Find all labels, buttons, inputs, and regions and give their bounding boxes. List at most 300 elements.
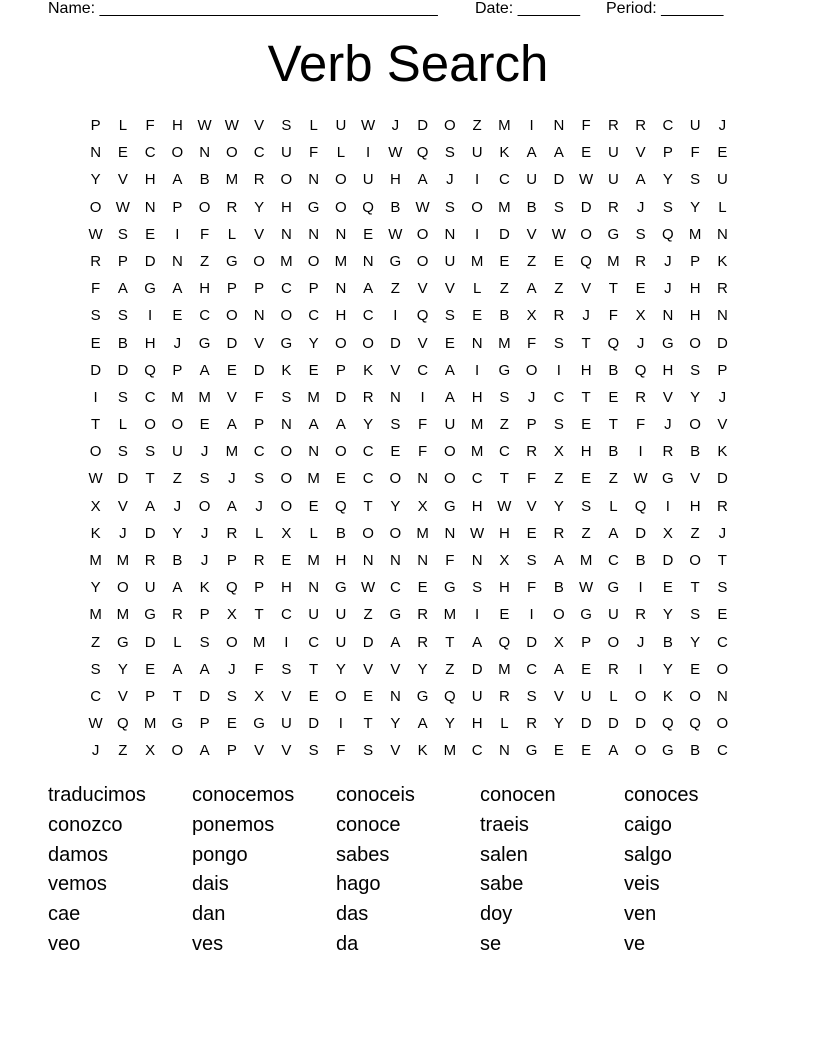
grid-letter[interactable]: V — [254, 742, 265, 760]
grid-letter[interactable]: Y — [662, 171, 673, 189]
grid-letter[interactable]: O — [416, 225, 429, 243]
grid-letter[interactable]: V — [254, 225, 265, 243]
grid-letter[interactable]: J — [636, 198, 645, 216]
grid-letter[interactable]: R — [635, 606, 647, 624]
grid-letter[interactable]: R — [253, 171, 265, 189]
grid-letter[interactable]: F — [636, 416, 646, 434]
grid-letter[interactable]: J — [636, 633, 645, 651]
grid-letter[interactable]: C — [498, 171, 510, 189]
grid-letter[interactable]: Y — [363, 416, 374, 434]
grid-letter[interactable]: W — [197, 117, 212, 134]
grid-letter[interactable]: M — [607, 252, 620, 270]
grid-letter[interactable]: O — [580, 225, 592, 243]
grid-letter[interactable]: O — [716, 715, 729, 733]
grid-letter[interactable]: U — [335, 633, 347, 651]
grid-letter[interactable]: E — [90, 334, 101, 352]
grid-letter[interactable]: L — [718, 198, 727, 216]
grid-letter[interactable]: S — [472, 579, 483, 597]
grid-letter[interactable]: O — [362, 524, 374, 542]
grid-letter[interactable]: V — [444, 280, 455, 298]
grid-letter[interactable]: P — [226, 742, 237, 760]
grid-letter[interactable]: S — [117, 388, 128, 406]
grid-letter[interactable]: C — [144, 144, 156, 162]
grid-letter[interactable]: P — [662, 144, 673, 162]
grid-letter[interactable]: O — [389, 470, 402, 488]
grid-letter[interactable]: X — [553, 443, 564, 461]
grid-letter[interactable]: X — [254, 687, 265, 705]
grid-letter[interactable]: H — [689, 307, 701, 325]
grid-letter[interactable]: J — [718, 117, 727, 134]
grid-letter[interactable]: Q — [634, 361, 647, 379]
grid-letter[interactable]: D — [117, 470, 129, 488]
grid-letter[interactable]: L — [336, 144, 346, 162]
grid-letter[interactable]: B — [199, 171, 210, 189]
grid-letter[interactable]: O — [444, 470, 456, 488]
grid-letter[interactable]: W — [497, 497, 512, 515]
grid-letter[interactable]: C — [716, 742, 728, 760]
grid-letter[interactable]: V — [254, 117, 265, 134]
grid-letter[interactable]: F — [527, 470, 537, 488]
grid-letter[interactable]: F — [145, 117, 155, 134]
grid-letter[interactable]: S — [226, 687, 237, 705]
grid-letter[interactable]: K — [281, 361, 292, 379]
grid-letter[interactable]: O — [416, 252, 429, 270]
grid-letter[interactable]: E — [717, 606, 728, 624]
grid-letter[interactable]: E — [172, 307, 183, 325]
grid-letter[interactable]: R — [526, 715, 538, 733]
grid-letter[interactable]: R — [607, 198, 619, 216]
grid-letter[interactable]: V — [662, 388, 673, 406]
grid-letter[interactable]: Z — [91, 633, 101, 651]
grid-letter[interactable]: J — [664, 416, 672, 434]
grid-letter[interactable]: C — [471, 742, 483, 760]
grid-letter[interactable]: N — [280, 225, 292, 243]
grid-letter[interactable]: L — [472, 280, 482, 298]
grid-letter[interactable]: A — [390, 633, 401, 651]
grid-letter[interactable]: O — [335, 198, 347, 216]
grid-letter[interactable]: L — [609, 687, 618, 705]
grid-letter[interactable]: W — [388, 144, 403, 162]
grid-letter[interactable]: R — [716, 280, 728, 298]
grid-letter[interactable]: A — [444, 361, 455, 379]
grid-letter[interactable]: C — [280, 606, 292, 624]
grid-letter[interactable]: U — [689, 117, 701, 134]
grid-letter[interactable]: B — [390, 198, 401, 216]
grid-letter[interactable]: G — [117, 633, 129, 651]
grid-letter[interactable]: D — [90, 361, 102, 379]
grid-letter[interactable]: M — [416, 524, 429, 542]
grid-letter[interactable]: S — [690, 361, 701, 379]
grid-letter[interactable]: O — [226, 307, 238, 325]
grid-letter[interactable]: C — [553, 388, 565, 406]
grid-letter[interactable]: J — [391, 117, 400, 134]
grid-letter[interactable]: N — [90, 144, 102, 162]
grid-letter[interactable]: Y — [390, 497, 401, 515]
grid-letter[interactable]: P — [172, 361, 183, 379]
grid-letter[interactable]: O — [144, 416, 156, 434]
grid-letter[interactable]: O — [280, 497, 293, 515]
grid-letter[interactable]: Q — [662, 225, 674, 243]
grid-letter[interactable]: J — [718, 388, 727, 406]
grid-letter[interactable]: P — [254, 280, 265, 298]
grid-letter[interactable]: F — [690, 144, 700, 162]
grid-letter[interactable]: I — [529, 606, 534, 624]
grid-letter[interactable]: O — [335, 443, 347, 461]
grid-letter[interactable]: Q — [416, 144, 429, 162]
grid-letter[interactable]: P — [145, 687, 156, 705]
grid-letter[interactable]: U — [716, 171, 728, 189]
grid-letter[interactable]: H — [144, 334, 156, 352]
grid-letter[interactable]: M — [307, 470, 320, 488]
grid-letter[interactable]: U — [444, 416, 456, 434]
grid-letter[interactable]: S — [526, 687, 537, 705]
grid-letter[interactable]: R — [362, 388, 374, 406]
grid-letter[interactable]: D — [580, 715, 592, 733]
grid-letter[interactable]: W — [415, 198, 430, 216]
grid-letter[interactable]: Y — [553, 715, 564, 733]
grid-letter[interactable]: R — [144, 552, 156, 569]
grid-letter[interactable]: V — [363, 660, 374, 678]
grid-letter[interactable]: T — [608, 416, 618, 434]
grid-letter[interactable]: E — [553, 252, 564, 270]
grid-letter[interactable]: D — [253, 361, 265, 379]
grid-letter[interactable]: Z — [499, 280, 509, 298]
grid-letter[interactable]: G — [307, 198, 320, 216]
grid-letter[interactable]: J — [718, 524, 727, 542]
grid-letter[interactable]: N — [716, 225, 728, 243]
grid-letter[interactable]: N — [335, 225, 347, 243]
grid-letter[interactable]: C — [471, 470, 483, 488]
grid-letter[interactable]: D — [335, 388, 347, 406]
grid-letter[interactable]: A — [335, 416, 346, 434]
grid-letter[interactable]: A — [308, 416, 319, 434]
grid-letter[interactable]: E — [608, 388, 619, 406]
grid-letter[interactable]: W — [88, 715, 103, 733]
grid-letter[interactable]: E — [635, 280, 646, 298]
grid-letter[interactable]: A — [553, 552, 564, 569]
grid-letter[interactable]: W — [361, 579, 376, 597]
grid-letter[interactable]: G — [198, 334, 211, 352]
grid-letter[interactable]: I — [420, 388, 425, 406]
grid-letter[interactable]: S — [199, 633, 210, 651]
grid-letter[interactable]: N — [553, 117, 565, 134]
grid-letter[interactable]: T — [499, 470, 509, 488]
grid-letter[interactable]: V — [117, 171, 128, 189]
grid-letter[interactable]: R — [171, 606, 183, 624]
grid-letter[interactable]: V — [526, 225, 537, 243]
grid-letter[interactable]: H — [498, 579, 510, 597]
grid-letter[interactable]: K — [199, 579, 210, 597]
grid-letter[interactable]: T — [254, 606, 264, 624]
grid-letter[interactable]: D — [635, 715, 647, 733]
grid-letter[interactable]: G — [662, 334, 674, 352]
grid-letter[interactable]: U — [335, 606, 347, 624]
grid-letter[interactable]: G — [525, 742, 538, 760]
grid-letter[interactable]: S — [90, 307, 101, 325]
grid-letter[interactable]: S — [690, 171, 701, 189]
grid-letter[interactable]: A — [226, 497, 237, 515]
grid-letter[interactable]: E — [553, 742, 564, 760]
grid-letter[interactable]: G — [144, 280, 156, 298]
grid-letter[interactable]: C — [144, 388, 156, 406]
grid-letter[interactable]: E — [145, 660, 156, 678]
grid-letter[interactable]: F — [336, 742, 346, 760]
grid-letter[interactable]: N — [471, 552, 483, 569]
grid-letter[interactable]: R — [90, 252, 102, 270]
grid-letter[interactable]: Q — [498, 633, 511, 651]
grid-letter[interactable]: R — [607, 117, 619, 134]
grid-letter[interactable]: B — [117, 334, 128, 352]
grid-letter[interactable]: D — [362, 633, 374, 651]
grid-letter[interactable]: F — [608, 307, 618, 325]
grid-letter[interactable]: U — [471, 144, 483, 162]
grid-letter[interactable]: P — [226, 280, 237, 298]
grid-letter[interactable]: O — [716, 660, 729, 678]
grid-letter[interactable]: V — [553, 687, 564, 705]
grid-letter[interactable]: N — [444, 225, 456, 243]
grid-letter[interactable]: S — [444, 198, 455, 216]
grid-letter[interactable]: M — [498, 334, 511, 352]
grid-letter[interactable]: H — [144, 171, 156, 189]
grid-letter[interactable]: E — [581, 416, 592, 434]
grid-letter[interactable]: R — [526, 443, 538, 461]
grid-letter[interactable]: B — [608, 361, 619, 379]
grid-letter[interactable]: R — [662, 443, 674, 461]
grid-letter[interactable]: F — [254, 388, 264, 406]
grid-letter[interactable]: X — [281, 524, 292, 542]
grid-letter[interactable]: I — [529, 117, 534, 134]
grid-letter[interactable]: X — [226, 606, 237, 624]
grid-letter[interactable]: A — [145, 497, 156, 515]
grid-letter[interactable]: A — [199, 361, 210, 379]
grid-letter[interactable]: Y — [417, 660, 428, 678]
grid-letter[interactable]: B — [172, 552, 183, 569]
grid-letter[interactable]: Q — [117, 715, 129, 733]
grid-letter[interactable]: V — [281, 687, 292, 705]
grid-letter[interactable]: O — [389, 524, 402, 542]
grid-letter[interactable]: O — [689, 334, 701, 352]
grid-letter[interactable]: Q — [634, 497, 647, 515]
grid-letter[interactable]: Y — [90, 171, 101, 189]
grid-letter[interactable]: E — [581, 742, 592, 760]
grid-letter[interactable]: O — [171, 742, 184, 760]
grid-letter[interactable]: Z — [527, 252, 537, 270]
grid-letter[interactable]: S — [553, 416, 564, 434]
grid-letter[interactable]: C — [362, 470, 374, 488]
grid-letter[interactable]: T — [172, 687, 182, 705]
grid-letter[interactable]: S — [254, 470, 265, 488]
grid-letter[interactable]: D — [308, 715, 320, 733]
grid-letter[interactable]: Q — [607, 334, 620, 352]
grid-letter[interactable]: A — [526, 280, 537, 298]
grid-letter[interactable]: O — [335, 334, 347, 352]
grid-letter[interactable]: G — [498, 361, 511, 379]
grid-letter[interactable]: D — [389, 334, 401, 352]
grid-letter[interactable]: Z — [690, 524, 700, 542]
grid-letter[interactable]: H — [280, 579, 292, 597]
grid-letter[interactable]: S — [308, 742, 319, 760]
grid-letter[interactable]: I — [338, 715, 343, 733]
grid-letter[interactable]: G — [226, 252, 238, 270]
grid-letter[interactable]: J — [91, 742, 100, 760]
grid-letter[interactable]: B — [635, 552, 646, 569]
grid-letter[interactable]: S — [553, 334, 564, 352]
grid-letter[interactable]: F — [527, 334, 537, 352]
grid-letter[interactable]: T — [581, 334, 591, 352]
grid-letter[interactable]: O — [335, 687, 347, 705]
grid-letter[interactable]: O — [689, 552, 701, 569]
grid-letter[interactable]: H — [662, 361, 674, 379]
grid-letter[interactable]: S — [390, 416, 401, 434]
grid-letter[interactable]: Y — [662, 606, 673, 624]
grid-letter[interactable]: A — [608, 742, 619, 760]
grid-letter[interactable]: U — [335, 117, 347, 134]
grid-letter[interactable]: D — [471, 660, 483, 678]
grid-letter[interactable]: M — [198, 388, 211, 406]
grid-letter[interactable]: W — [470, 524, 485, 542]
grid-letter[interactable]: Z — [363, 606, 373, 624]
grid-letter[interactable]: O — [444, 117, 456, 134]
grid-letter[interactable]: S — [281, 660, 292, 678]
grid-letter[interactable]: I — [665, 497, 670, 515]
grid-letter[interactable]: K — [363, 361, 374, 379]
grid-letter[interactable]: D — [716, 334, 728, 352]
grid-letter[interactable]: X — [90, 497, 101, 515]
grid-letter[interactable]: R — [553, 307, 565, 325]
grid-letter[interactable]: I — [638, 579, 643, 597]
grid-letter[interactable]: O — [171, 144, 184, 162]
grid-letter[interactable]: S — [581, 497, 592, 515]
grid-letter[interactable]: A — [363, 280, 374, 298]
grid-letter[interactable]: V — [417, 334, 428, 352]
grid-letter[interactable]: I — [393, 307, 398, 325]
grid-letter[interactable]: U — [607, 144, 619, 162]
grid-letter[interactable]: R — [607, 660, 619, 678]
grid-letter[interactable]: I — [475, 606, 480, 624]
grid-letter[interactable]: A — [553, 144, 564, 162]
grid-letter[interactable]: Y — [662, 660, 673, 678]
grid-letter[interactable]: B — [335, 524, 346, 542]
grid-letter[interactable]: E — [145, 225, 156, 243]
grid-letter[interactable]: S — [690, 606, 701, 624]
grid-letter[interactable]: V — [526, 497, 537, 515]
grid-letter[interactable]: E — [499, 606, 510, 624]
grid-letter[interactable]: R — [716, 497, 728, 515]
grid-letter[interactable]: O — [689, 687, 701, 705]
grid-letter[interactable]: V — [690, 470, 701, 488]
grid-letter[interactable]: E — [690, 660, 701, 678]
grid-letter[interactable]: S — [281, 117, 292, 134]
grid-letter[interactable]: C — [90, 687, 102, 705]
grid-letter[interactable]: N — [362, 252, 374, 270]
grid-letter[interactable]: I — [93, 388, 98, 406]
grid-letter[interactable]: S — [117, 307, 128, 325]
grid-letter[interactable]: O — [117, 579, 129, 597]
grid-letter[interactable]: W — [88, 470, 103, 488]
grid-letter[interactable]: J — [200, 552, 209, 569]
grid-letter[interactable]: R — [417, 606, 429, 624]
grid-letter[interactable]: D — [662, 552, 674, 569]
grid-letter[interactable]: R — [635, 252, 647, 270]
grid-letter[interactable]: G — [280, 334, 293, 352]
grid-letter[interactable]: X — [499, 552, 510, 569]
grid-letter[interactable]: C — [362, 443, 374, 461]
grid-letter[interactable]: R — [226, 524, 238, 542]
grid-letter[interactable]: I — [284, 633, 289, 651]
grid-letter[interactable]: Z — [118, 742, 128, 760]
grid-letter[interactable]: Z — [172, 470, 182, 488]
grid-letter[interactable]: G — [416, 687, 429, 705]
grid-letter[interactable]: A — [199, 660, 210, 678]
grid-letter[interactable]: I — [475, 171, 480, 189]
grid-letter[interactable]: M — [171, 388, 184, 406]
grid-letter[interactable]: Q — [662, 715, 674, 733]
grid-letter[interactable]: I — [148, 307, 153, 325]
grid-letter[interactable]: P — [581, 633, 592, 651]
grid-letter[interactable]: I — [556, 361, 561, 379]
grid-letter[interactable]: D — [417, 117, 429, 134]
grid-letter[interactable]: E — [526, 524, 537, 542]
grid-letter[interactable]: N — [362, 552, 374, 569]
grid-letter[interactable]: V — [254, 334, 265, 352]
grid-letter[interactable]: E — [390, 443, 401, 461]
grid-letter[interactable]: E — [117, 144, 128, 162]
grid-letter[interactable]: R — [417, 633, 429, 651]
grid-letter[interactable]: D — [117, 361, 129, 379]
grid-letter[interactable]: E — [499, 252, 510, 270]
grid-letter[interactable]: O — [335, 171, 347, 189]
grid-letter[interactable]: O — [689, 416, 701, 434]
grid-letter[interactable]: J — [255, 497, 263, 515]
grid-letter[interactable]: U — [144, 579, 156, 597]
grid-letter[interactable]: M — [225, 171, 239, 189]
grid-letter[interactable]: C — [389, 579, 401, 597]
grid-letter[interactable]: T — [690, 579, 700, 597]
grid-letter[interactable]: E — [226, 715, 237, 733]
grid-letter[interactable]: Z — [445, 660, 455, 678]
grid-letter[interactable]: X — [417, 497, 428, 515]
grid-letter[interactable]: J — [119, 524, 127, 542]
grid-letter[interactable]: C — [662, 117, 674, 134]
grid-letter[interactable]: J — [664, 252, 672, 270]
grid-letter[interactable]: Z — [554, 470, 564, 488]
grid-letter[interactable]: W — [224, 117, 239, 134]
grid-letter[interactable]: M — [89, 552, 102, 569]
grid-letter[interactable]: Y — [335, 660, 346, 678]
grid-letter[interactable]: A — [417, 171, 428, 189]
grid-letter[interactable]: O — [634, 687, 647, 705]
grid-letter[interactable]: H — [689, 497, 701, 515]
grid-letter[interactable]: V — [390, 742, 401, 760]
grid-letter[interactable]: S — [717, 579, 728, 597]
grid-letter[interactable]: N — [171, 252, 183, 270]
grid-letter[interactable]: O — [171, 416, 184, 434]
grid-letter[interactable]: V — [117, 687, 128, 705]
grid-letter[interactable]: H — [335, 307, 347, 325]
grid-letter[interactable]: O — [280, 171, 293, 189]
grid-letter[interactable]: S — [145, 443, 156, 461]
grid-letter[interactable]: D — [580, 198, 592, 216]
grid-letter[interactable]: X — [553, 633, 564, 651]
grid-letter[interactable]: U — [362, 171, 374, 189]
grid-letter[interactable]: U — [280, 144, 292, 162]
grid-letter[interactable]: O — [280, 470, 293, 488]
grid-letter[interactable]: H — [498, 524, 510, 542]
grid-letter[interactable]: V — [581, 280, 592, 298]
grid-letter[interactable]: O — [198, 497, 211, 515]
grid-letter[interactable]: H — [580, 443, 592, 461]
grid-letter[interactable]: S — [199, 470, 210, 488]
